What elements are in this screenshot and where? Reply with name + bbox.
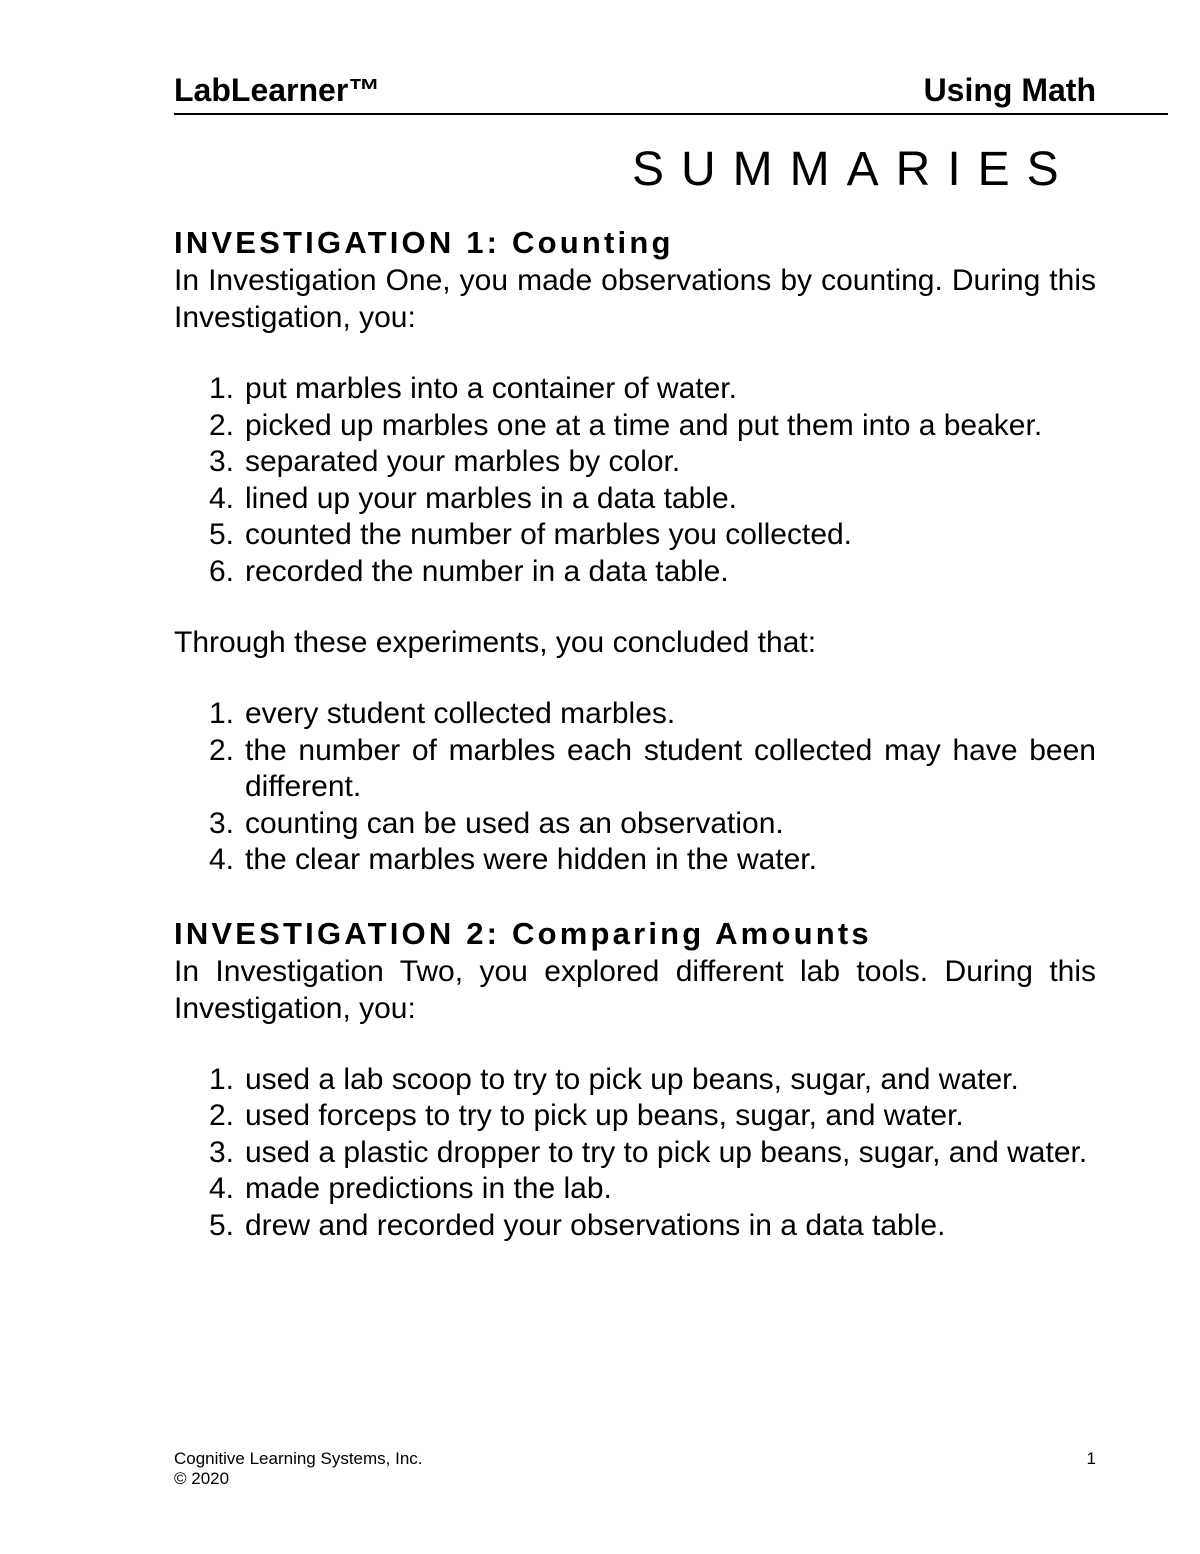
summaries-content <box>174 224 1096 1244</box>
list-item: 4. made predictions in the lab. <box>209 1172 612 1205</box>
list-item: 4. the clear marbles were hidden in the water. <box>209 843 817 876</box>
page-number: 1 <box>1086 1449 1096 1468</box>
list-item: 2. used forceps to try to pick up beans, sugar, and water. <box>209 1099 964 1132</box>
investigation-1-intro: In Investigation One, you made observations by counting. During this Investigation, you: <box>174 264 1096 334</box>
investigation-1-conclusion-intro: Through these experiments, you concluded that: <box>174 626 817 659</box>
list-item: 3. used a plastic dropper to try to pick up beans, sugar, and water. <box>209 1135 1088 1169</box>
investigation-2-steps <box>174 1062 1096 1245</box>
list-item: 1. used a lab scoop to try to pick up beans, sugar, and water. <box>209 1062 1019 1096</box>
list-item: 5. counted the number of marbles you collected. <box>209 518 853 551</box>
list-item: 2. the number of marbles each student collected may have been different. <box>209 733 1096 803</box>
header-divider <box>174 113 1168 115</box>
investigation-1-heading: INVESTIGATION 1: Counting <box>174 225 674 260</box>
list-item: 5. drew and recorded your observations in a data table. <box>209 1208 946 1242</box>
list-item: 2. picked up marbles one at a time and put them into a beaker. <box>209 408 1043 442</box>
course-title: Using Math <box>923 72 1096 108</box>
footer-company: Cognitive Learning Systems, Inc. <box>174 1449 423 1468</box>
investigation-2-intro: In Investigation Two, you explored different lab tools. During this Investigation, you: <box>174 954 1096 1025</box>
list-item: 4. lined up your marbles in a data table. <box>209 481 737 515</box>
list-item: 1. put marbles into a container of water. <box>209 372 737 405</box>
investigation-1-steps <box>174 371 1096 590</box>
list-item: 3. separated your marbles by color. <box>209 445 681 478</box>
investigation-2-section <box>174 915 1096 1245</box>
page-footer <box>174 1449 423 1489</box>
investigation-2-heading: INVESTIGATION 2: Comparing Amounts <box>174 915 872 951</box>
list-item: 1. every student collected marbles. <box>209 697 676 730</box>
investigation-1-conclusions <box>174 696 1096 879</box>
list-item: 6. recorded the number in a data table. <box>209 554 729 588</box>
brand-name: LabLearner™ <box>174 72 381 108</box>
page-title: SUMMARIES <box>632 143 1076 196</box>
investigation-1-section <box>174 224 1096 879</box>
footer-copyright: © 2020 <box>174 1469 230 1488</box>
list-item: 3. counting can be used as an observation. <box>209 806 784 840</box>
page-header <box>174 70 1096 110</box>
